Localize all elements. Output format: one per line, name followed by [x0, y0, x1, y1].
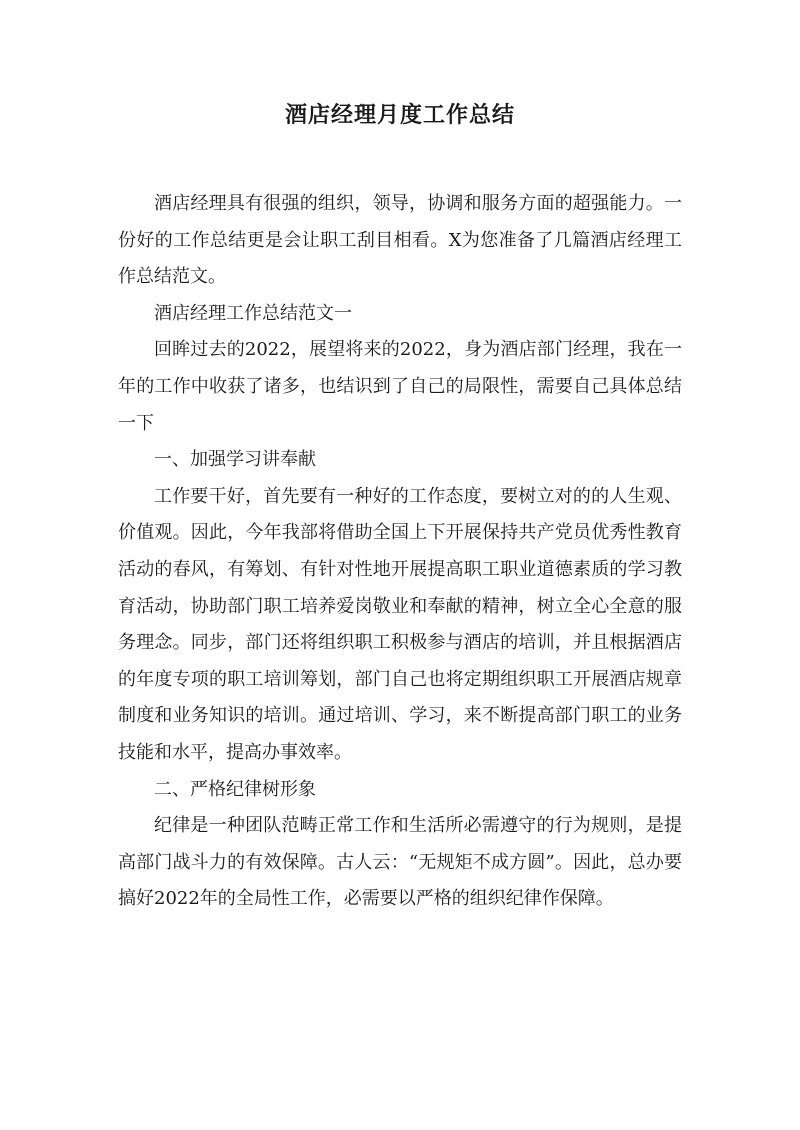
intro-paragraph: 酒店经理具有很强的组织，领导，协调和服务方面的超强能力。一份好的工作总结更是会让职工刮目相看。X为您准备了几篇酒店经理工作总结范文。: [118, 193, 682, 288]
discipline-paragraph: 纪律是一种团队范畴正常工作和生活所必需遵守的行为规则，是提高部门战斗力的有效保障。古人云：“无规矩不成方圆”。因此，总办要搞好2022年的全局性工作，必需要以严格的组织纪律作保障。: [118, 815, 682, 910]
learning-paragraph: 工作要干好，首先要有一种好的工作态度，要树立对的的人生观、价值观。因此，今年我部将借助全国上下开展保持共产党员优秀性教育活动的春风，有筹划、有针对性地开展提高职工职业道德素质的学习教育活动，协助部门职工培养爱岗敬业和奉献的精神，树立全心全意的服务理念。同步，部门还将组织职工积极参与酒店的培训，并且根据酒店的年度专项的职工培训筹划，部门自己也将定期组织职工开展酒店规章制度和业务知识的培训。通过培训、学习，来不断提高部门职工的业务技能和水平，提高办事效率。: [118, 485, 682, 763]
review-paragraph: 回眸过去的2022，展望将来的2022，身为酒店部门经理，我在一年的工作中收获了诸多，也结识到了自己的局限性，需要自己具体总结一下: [118, 339, 682, 434]
section-heading-discipline: 二、严格纪律树形象: [154, 778, 316, 800]
document-title: 酒店经理月度工作总结: [284, 102, 515, 128]
section-heading-learning: 一、加强学习讲奉献: [154, 449, 316, 471]
document-body: [118, 186, 682, 918]
section-heading-sample-one: 酒店经理工作总结范文一: [154, 302, 352, 324]
